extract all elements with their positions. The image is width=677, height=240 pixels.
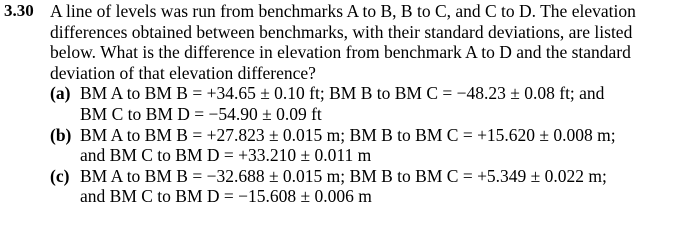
part-c-label: (c)	[50, 166, 70, 186]
intro-line-3: below. What is the difference in elevation from benchmark A to D and the standard	[50, 42, 631, 62]
part-b-line-1: BM A to BM B = +27.823 ± 0.015 m; BM B to BM C = +15.620 ± 0.008 m;	[80, 125, 616, 145]
part-a-label: (a)	[50, 83, 71, 103]
intro-line-1: A line of levels was run from benchmarks A to B, B to C, and C to D. The elevation	[50, 1, 636, 21]
problem-number: 3.30	[4, 1, 34, 20]
part-a-line-1: BM A to BM B = +34.65 ± 0.10 ft; BM B to BM C = −48.23 ± 0.08 ft; and	[80, 83, 605, 103]
part-a-line-2: BM C to BM D = −54.90 ± 0.09 ft	[80, 104, 322, 124]
part-c-line-2: and BM C to BM D = −15.608 ± 0.006 m	[80, 186, 372, 206]
part-c-line-1: BM A to BM B = −32.688 ± 0.015 m; BM B to BM C = +5.349 ± 0.022 m;	[80, 166, 607, 186]
intro-line-2: differences obtained between benchmarks, with their standard deviations, are listed	[50, 22, 633, 42]
intro-line-4: deviation of that elevation difference?	[50, 63, 316, 83]
part-b-line-2: and BM C to BM D = +33.210 ± 0.011 m	[80, 145, 372, 165]
part-b-label: (b)	[50, 125, 72, 145]
